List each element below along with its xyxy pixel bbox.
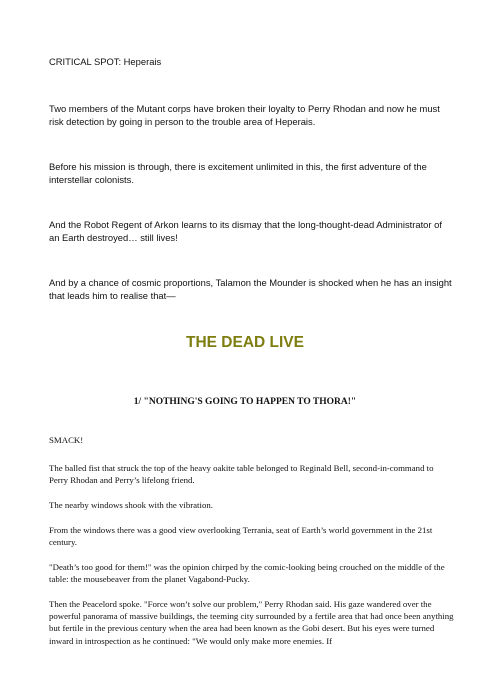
body-paragraph-4: From the windows there was a good view overlooking Terrania, seat of Earth’s world government in the 21st century. — [49, 525, 433, 548]
body-paragraph-5: "Death’s too good for them!" was the opinion chirped by the comic-looking being crouched on the middle of the table: the mousebeaver from the planet Vagabond-Pucky. — [49, 562, 445, 585]
critical-spot-heading: CRITICAL SPOT: Heperais — [49, 56, 162, 67]
intro-paragraph-4: And by a chance of cosmic proportions, Talamon the Mounder is shocked when he has an insight that leads him to realise that— — [49, 277, 452, 301]
intro-paragraph-2: Before his mission is through, there is excitement unlimited in this, the first adventure of the interstellar colonists. — [49, 161, 427, 185]
intro-paragraph-3: And the Robot Regent of Arkon learns to its dismay that the long-thought-dead Administrator of an Earth destroyed… still lives! — [49, 219, 442, 243]
intro-paragraph-1: Two members of the Mutant corps have broken their loyalty to Perry Rhodan and now he must risk detection by going in person to the trouble area of Heperais. — [49, 103, 440, 127]
body-paragraph-6: Then the Peacelord spoke. "Force won’t solve our problem," Perry Rhodan said. His gaze wandered over the powerful panorama of massive buildings, the teeming city surrounded by a fertile area that had once been anything but fertile in the previous century when the area had been known as the Gobi desert. But his eyes were turned inward in introspection as he continued: "We would only make more enemies. If — [49, 599, 454, 646]
chapter-heading: 1/ "NOTHING'S GOING TO HAPPEN TO THORA!" — [133, 397, 357, 407]
body-paragraph-2: The balled fist that struck the top of the heavy oakite table belonged to Reginald Bell, second-in-command to Perry Rhodan and Perry’s lifelong friend. — [49, 463, 434, 486]
body-paragraph-1: SMACK! — [49, 435, 84, 445]
body-paragraph-3: The nearby windows shook with the vibration. — [49, 500, 213, 510]
book-title: THE DEAD LIVE — [186, 334, 304, 351]
